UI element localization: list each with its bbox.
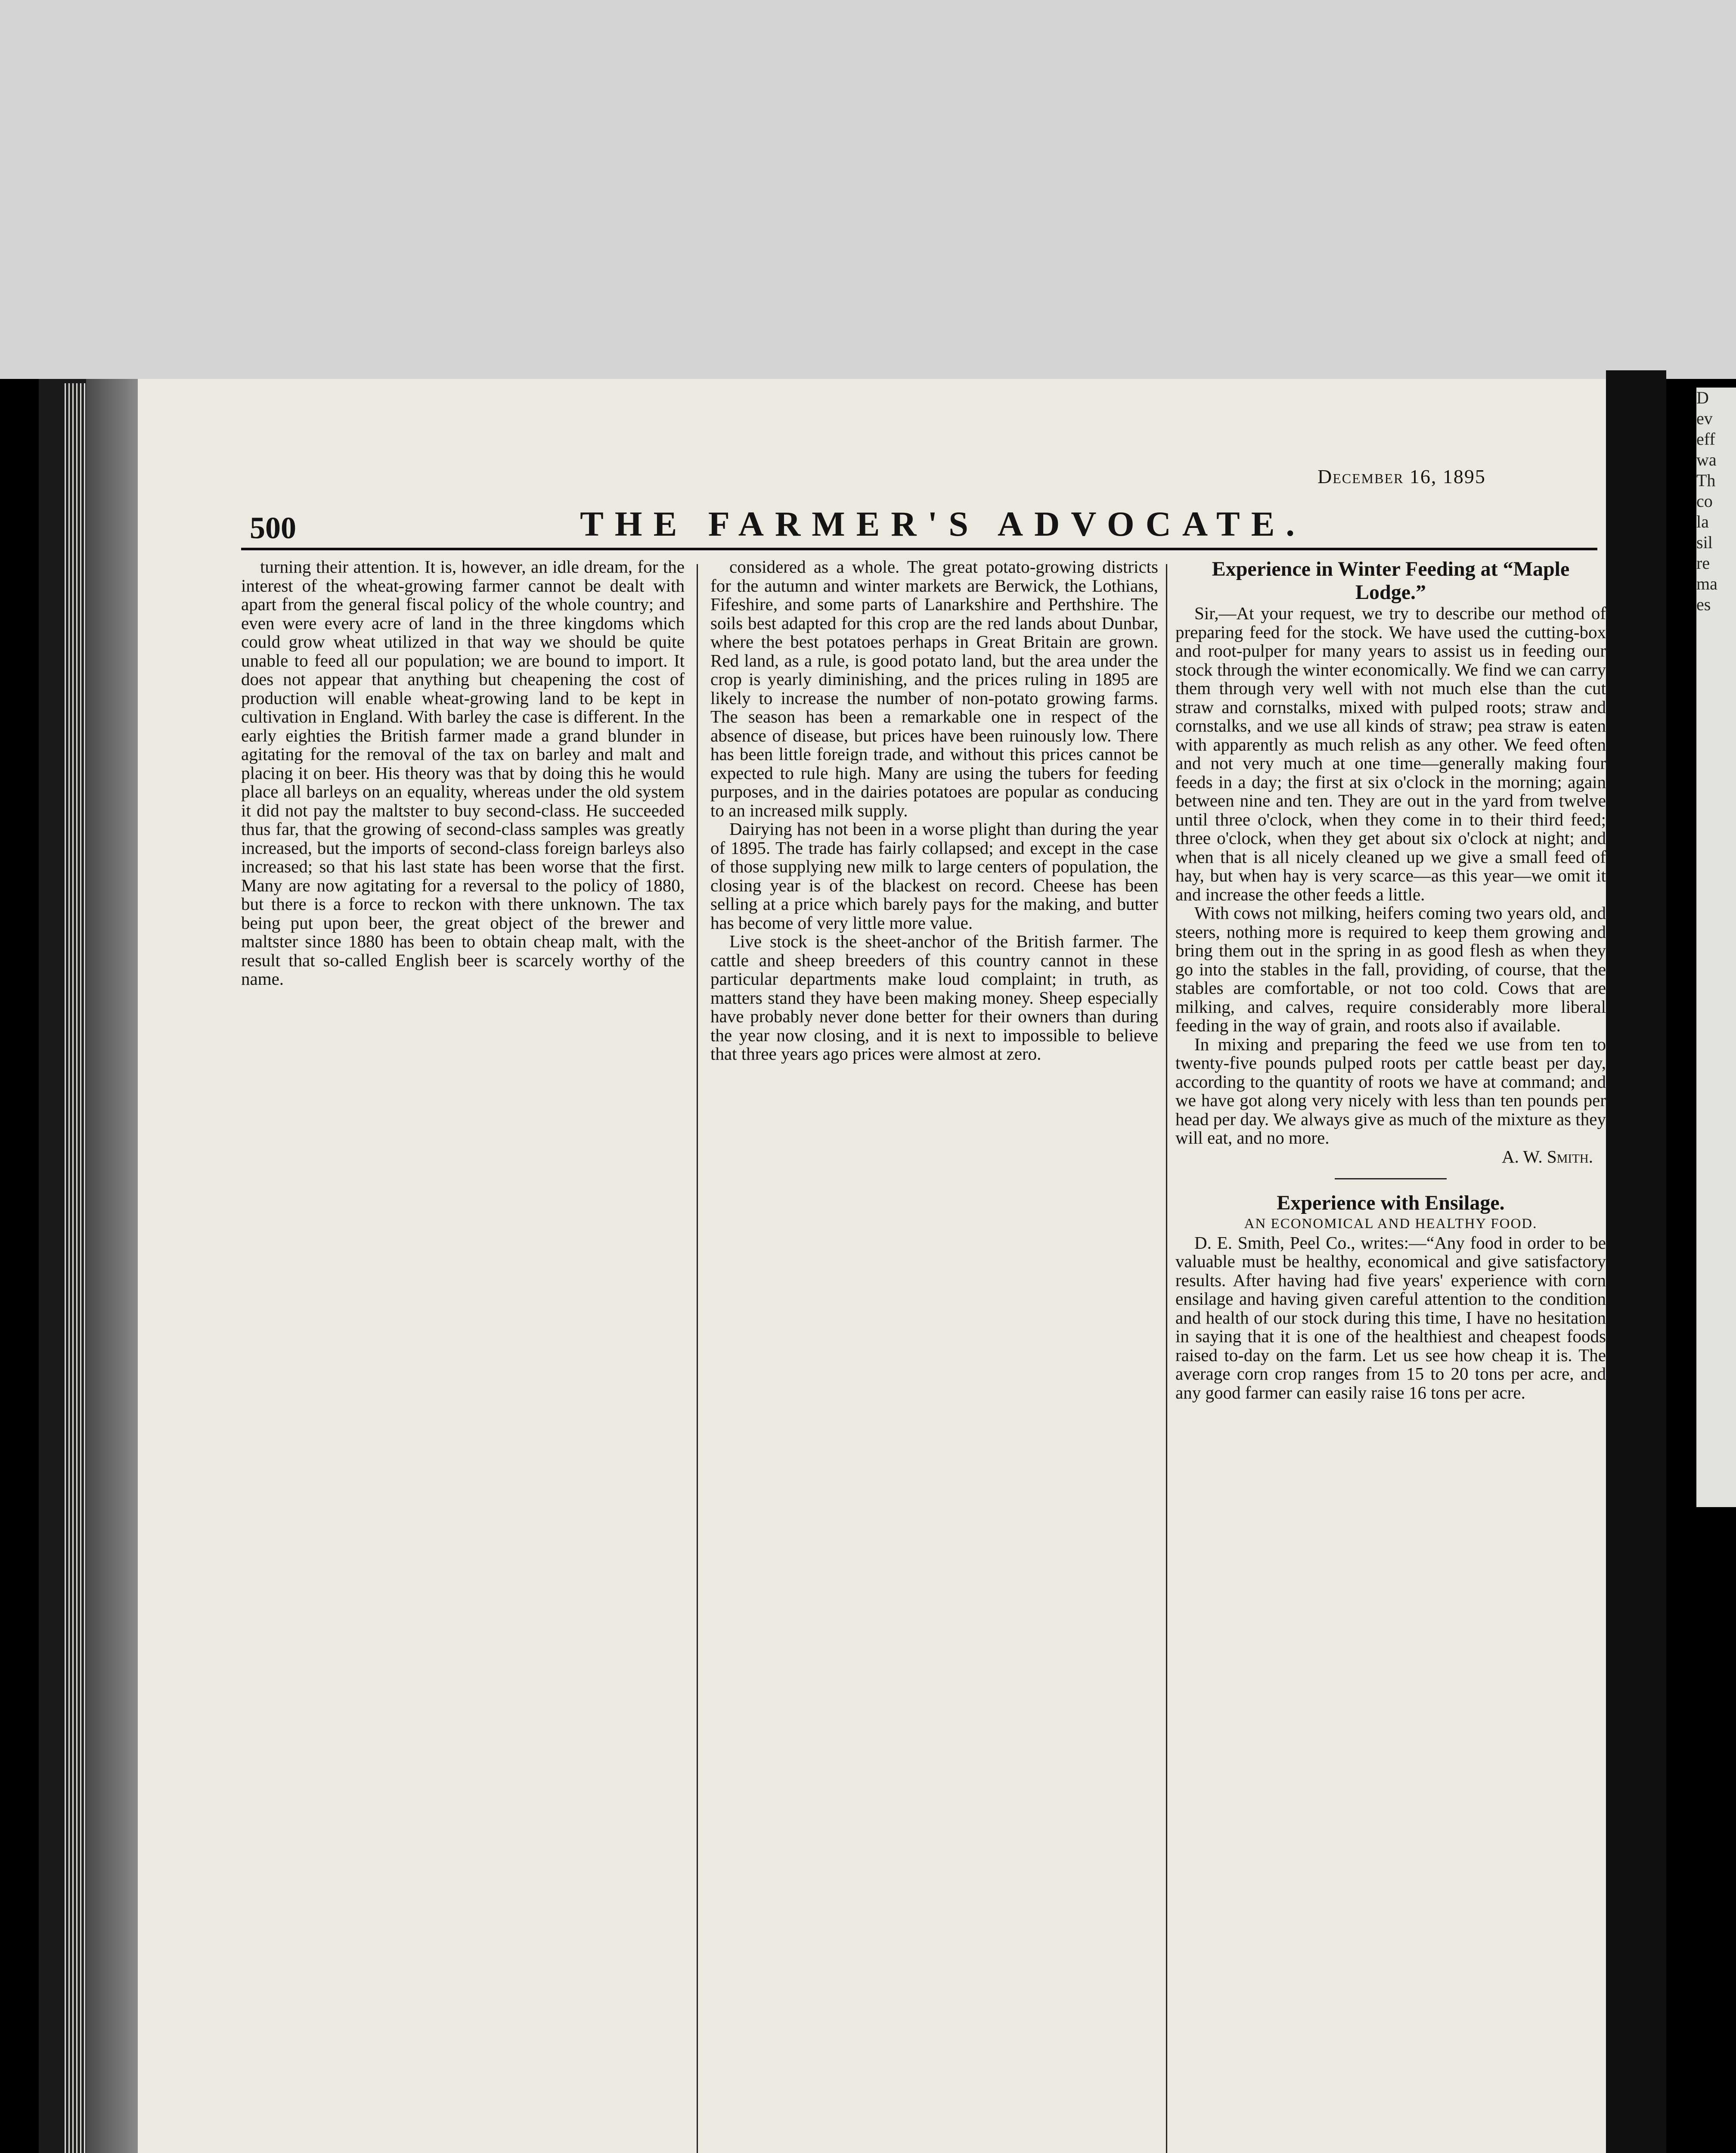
header-rule	[241, 548, 1597, 550]
paragraph: Live stock is the sheet-anchor of the British farmer. The cattle and sheep breeders of this country cannot in these particular departments make loud complaint; in truth, as matters stand they have been making money. Sheep especially have probably never done better for their owners than during the year now closing, and it is next to impossible to believe that three years ago prices were almost at zero.	[710, 931, 1158, 1064]
article-signature: A. W. Smith.	[1502, 1146, 1593, 1166]
fragment-line: sil	[1696, 533, 1713, 552]
masthead: THE FARMER'S ADVOCATE.	[580, 504, 1306, 543]
facing-page-fragment	[1696, 388, 1736, 1507]
right-gutter	[1606, 370, 1666, 2153]
article-subhead: AN ECONOMICAL AND HEALTHY FOOD.	[1244, 1216, 1538, 1232]
paragraph: With cows not milking, heifers coming two years old, and steers, nothing more is required to keep them growing and bring them out in the spring in as good flesh as when they go into the stables in the fall, providing, of course, that the stables are comfortable, or not too cold. Cows that are milking, and calves, require considerably more liberal feeding in the way of grain, and roots also if available.	[1175, 903, 1606, 1035]
article-title-winter-feeding: Experience in Winter Feeding at “Maple Lodge.”	[1212, 558, 1570, 604]
fragment-line: wa	[1696, 450, 1717, 469]
gutter-shadow	[86, 379, 138, 2153]
paragraph: turning their attention. It is, however, an idle dream, for the interest of the wheat-growing farmer cannot be dealt with apart from the general fiscal policy of the whole country; and even were every acre of land in the three kingdoms which could grow wheat utilized in that way we should be quite unable to feed all our population; we are bound to import. It does not appear that anything but cheapening the cost of production will enable wheat-growing land to be kept in cultivation in England. With barley the case is different. In the early eighties the British farmer made a grand blunder in agitating for the removal of the tax on barley and malt and placing it on beer. His theory was that by doing this he would place all barleys on an equality, whereas under the old system it did not pay the maltster to buy second-class. He succeeded thus far, that the growing of second-class samples was greatly increased, but the imports of second-class foreign barleys also increased; so that his last state has been worse that the first. Many are now agitating for a reversal to the policy of 1880, but there is a force to reckon with there unknown. The tax being put upon beer, the great object of the brewer and maltster since 1880 has been to obtain cheap malt, with the result that so-called English beer is scarcely worthy of the name.	[241, 558, 685, 989]
newspaper-page	[232, 439, 1606, 2153]
fragment-line: la	[1696, 512, 1709, 531]
paragraph: considered as a whole. The great potato-growing districts for the autumn and winter markets are Berwick, the Lothians, Fifeshire, and some parts of Lanarkshire and Perthshire. The soils best adapted for this crop are the red lands about Dunbar, where the best potatoes perhaps in Great Britain are grown. Red land, as a rule, is good potato land, but the area under the crop is yearly diminishing, and the prices ruling in 1895 are likely to increase the number of non-potato growing farms. The season has been a remarkable one in respect of the absence of disease, but prices have been ruinously low. There has been little foreign trade, and without this prices cannot be expected to rule high. Many are using the tubers for feeding purposes, and in the dairies potatoes are popular as conducing to an increased milk supply.	[710, 558, 1158, 820]
article-title-ensilage: Experience with Ensilage.	[1277, 1191, 1505, 1214]
paragraph: In mixing and preparing the feed we use from ten to twenty-five pounds pulped roots per cattle beast per day, according to the quantity of roots we have at command; and we have got along very nicely with less than ten pounds per head per day. We always give as much of the mixture as they will eat, and no more.	[1175, 1034, 1606, 1148]
fragment-line: ev	[1696, 409, 1713, 428]
background-top	[0, 0, 1736, 379]
paragraph: D. E. Smith, Peel Co., writes:—“Any food in order to be valuable must be healthy, economical and give satisfactory results. After having had five years' experience with corn ensilage and having given careful attention to the condition and health of our stock during this time, I have no hesitation in saying that it is one of the healthiest and cheapest foods raised to-day on the farm. Let us see how cheap it is. The average corn crop ranges from 15 to 20 tons per acre, and any good farmer can easily raise 16 tons per acre.	[1175, 1232, 1606, 1402]
fragment-line: co	[1696, 491, 1713, 511]
issue-date: December 16, 1895	[1318, 465, 1486, 487]
column-3	[1175, 558, 1606, 2153]
paragraph: Dairying has not been in a worse plight than during the year of 1895. The trade has fairly collapsed; and except in the case of those supplying new milk to large centers of population, the closing year is of the blackest on record. Cheese has been selling at a price which barely pays for the making, and butter has become of very little more value.	[710, 819, 1158, 933]
fragment-line: re	[1696, 553, 1710, 573]
fragment-line: ma	[1696, 574, 1717, 593]
fragment-line: eff	[1696, 429, 1715, 449]
column-2	[710, 558, 1158, 2153]
paragraph: Sir,—At your request, we try to describe our method of preparing feed for the stock. We have used the cutting-box and root-pulper for many years to assist us in feeding our stock through the winter economically. We find we can carry them through very well with not much else than the cut straw and cornstalks, mixed with pulped roots; straw and cornstalks, and we use all kinds of straw; pea straw is eaten with apparently as much relish as any other. We feed often and not very much at one time—generally making four feeds in a day; the first at six o'clock in the morning; again between nine and ten. They are out in the yard from twelve until three o'clock, when they come in to their third feed; three o'clock, when they get about six o'clock at night; and when that is all nicely cleaned up we give a small feed of hay, but when hay is very scarce—as this year—we omit it and increase the other feeds a little.	[1175, 603, 1606, 904]
page-number: 500	[250, 511, 296, 545]
page-edges	[65, 383, 86, 2153]
column-divider	[1166, 564, 1167, 2153]
column-divider	[697, 564, 698, 2153]
column-1	[241, 558, 685, 2153]
fragment-line: Th	[1696, 471, 1716, 490]
fragment-line: es	[1696, 595, 1711, 614]
fragment-line: D	[1696, 388, 1709, 407]
section-rule	[1335, 1178, 1447, 1179]
